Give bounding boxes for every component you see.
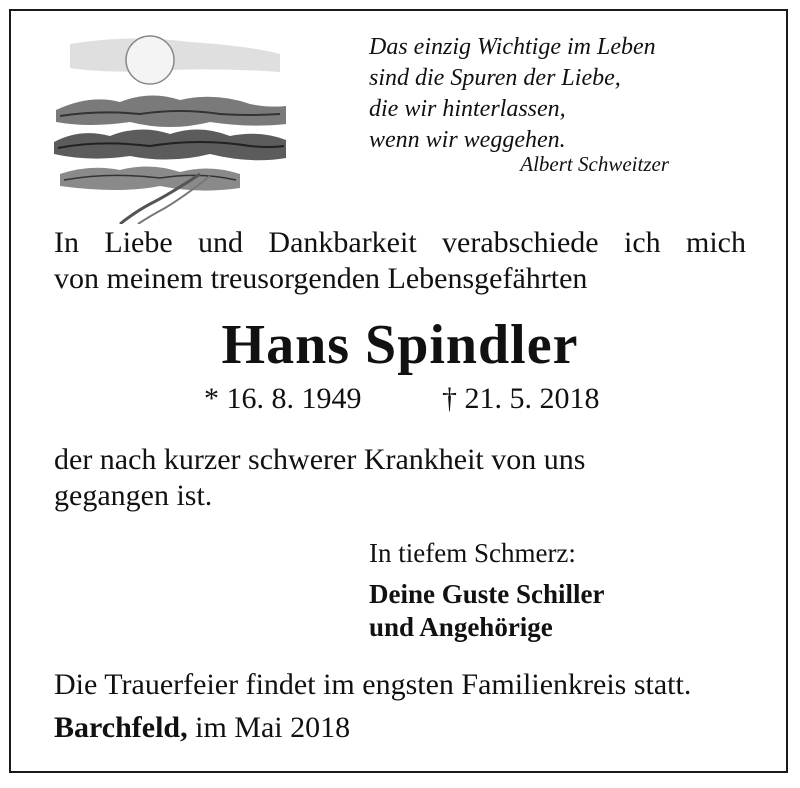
mourner-line: Deine Guste Schiller [369,579,605,609]
deceased-name: Hans Spindler [221,314,579,376]
sunset-landscape-drawing [50,24,290,224]
mourners-block [369,536,769,644]
mourners-signature [369,578,769,644]
quote-line: Das einzig Wichtige im Leben [369,34,656,60]
quote-block [369,32,749,176]
passing-line: gegangen ist. [54,479,213,512]
funeral-note: Die Trauerfeier findet im engsten Familienkreis statt. [54,668,692,701]
place-date [54,710,754,746]
passing-line: der nach kurzer schwerer Krankheit von uns [54,443,586,476]
death-date: † 21. 5. 2018 [442,382,600,415]
quote-line: die wir hinterlassen, [369,96,566,122]
mourners-heading: In tiefem Schmerz: [369,538,576,568]
passing-text [54,442,714,514]
place-month: im Mai 2018 [195,711,351,744]
mourner-line: und Angehörige [369,612,553,642]
quote-author: Albert Schweitzer [520,152,669,176]
intro-text [54,225,746,297]
intro-line: In Liebe und Dankbarkeit verabschiede ich mich [54,226,746,259]
birth-date: * 16. 8. 1949 [204,382,362,415]
intro-line: von meinem treusorgenden Lebensgefährten [54,262,588,295]
place-town: Barchfeld, [54,711,188,744]
quote-line: wenn wir weggehen. [369,127,566,153]
quote-line: sind die Spuren der Liebe, [369,65,621,91]
